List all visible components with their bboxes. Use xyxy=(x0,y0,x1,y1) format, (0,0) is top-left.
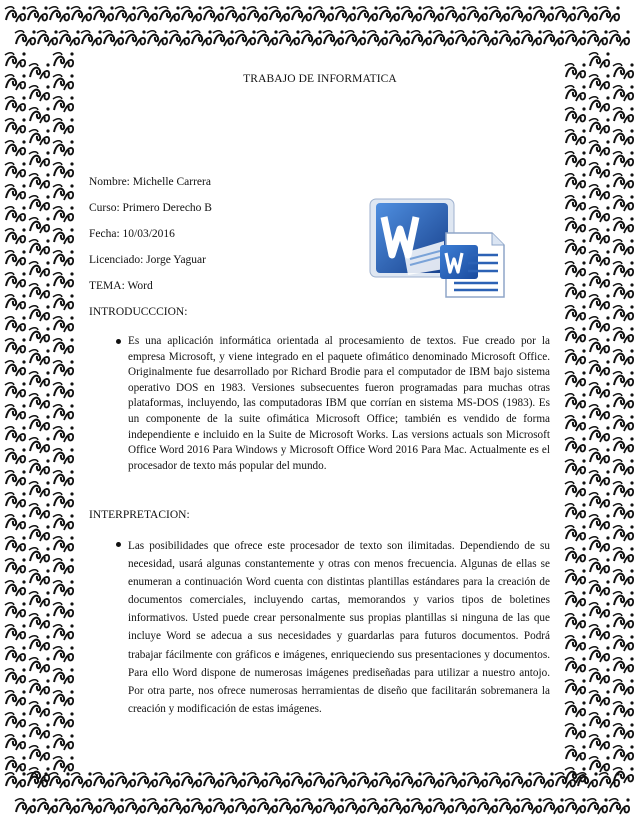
border-ornament-right xyxy=(613,415,634,431)
border-ornament-left xyxy=(5,668,26,684)
border-ornament-left xyxy=(5,338,26,354)
border-ornament-right xyxy=(613,195,634,211)
border-ornament-right xyxy=(613,701,634,717)
border-ornament-left xyxy=(5,602,26,618)
border-ornament-left xyxy=(29,745,50,761)
border-ornament-right xyxy=(613,569,634,585)
border-ornament-left xyxy=(53,250,74,266)
border-ornament-left xyxy=(53,404,74,420)
border-ornament-right xyxy=(565,283,586,299)
border-ornament-left xyxy=(29,547,50,563)
field-licenciado: Licenciado: Jorge Yaguar xyxy=(89,254,206,266)
border-ornament-left xyxy=(5,140,26,156)
border-ornament-right xyxy=(613,129,634,145)
border-ornament-right xyxy=(589,316,610,332)
border-ornament-left xyxy=(5,492,26,508)
border-ornament-right xyxy=(589,360,610,376)
border-ornament-left xyxy=(5,294,26,310)
border-ornament-left xyxy=(29,371,50,387)
document-body xyxy=(89,0,551,826)
border-ornament-right xyxy=(565,723,586,739)
border-ornament-right xyxy=(589,272,610,288)
border-ornament-right xyxy=(589,228,610,244)
border-ornament-left xyxy=(5,646,26,662)
border-ornament-right xyxy=(589,712,610,728)
border-ornament-left xyxy=(5,228,26,244)
document-title: TRABAJO DE INFORMATICA xyxy=(243,73,397,85)
border-ornament-right xyxy=(589,602,610,618)
border-ornament-top xyxy=(37,30,58,46)
border-ornament-right xyxy=(589,536,610,552)
border-ornament-left xyxy=(53,426,74,442)
border-ornament-left xyxy=(53,756,74,772)
border-ornament-right xyxy=(565,525,586,541)
border-ornament-left xyxy=(5,118,26,134)
border-ornament-right xyxy=(589,382,610,398)
border-ornament-right xyxy=(565,635,586,651)
border-ornament-left xyxy=(29,63,50,79)
border-ornament-left xyxy=(5,536,26,552)
border-ornament-right xyxy=(589,162,610,178)
border-ornament-left xyxy=(29,481,50,497)
border-ornament-left xyxy=(29,437,50,453)
border-ornament-left xyxy=(5,272,26,288)
border-ornament-left xyxy=(29,239,50,255)
border-ornament-left xyxy=(29,635,50,651)
border-ornament-right xyxy=(565,745,586,761)
border-ornament-bottom xyxy=(5,772,26,788)
border-ornament-left xyxy=(5,514,26,530)
border-ornament-left xyxy=(29,195,50,211)
border-ornament-right xyxy=(589,140,610,156)
border-ornament-left xyxy=(53,162,74,178)
border-ornament-left xyxy=(53,448,74,464)
list-item-introduccion xyxy=(128,334,550,474)
border-ornament-left xyxy=(5,74,26,90)
border-ornament-right xyxy=(589,646,610,662)
border-ornament-right xyxy=(565,459,586,475)
border-ornament-right xyxy=(565,547,586,563)
border-ornament-right xyxy=(613,547,634,563)
border-ornament-left xyxy=(53,360,74,376)
border-ornament-left xyxy=(5,52,26,68)
border-ornament-bottom xyxy=(15,798,36,814)
border-ornament-left xyxy=(29,305,50,321)
border-ornament-right xyxy=(589,74,610,90)
border-ornament-right xyxy=(613,349,634,365)
border-ornament-right xyxy=(589,404,610,420)
border-ornament-left xyxy=(5,382,26,398)
border-ornament-left xyxy=(53,558,74,574)
border-ornament-left xyxy=(53,602,74,618)
border-ornament-left xyxy=(29,393,50,409)
border-ornament-left xyxy=(5,96,26,112)
border-ornament-right xyxy=(613,657,634,673)
border-ornament-bottom xyxy=(587,798,608,814)
border-ornament-bottom xyxy=(609,798,630,814)
border-ornament-right xyxy=(565,349,586,365)
border-ornament-right xyxy=(589,668,610,684)
border-ornament-right xyxy=(589,470,610,486)
border-ornament-left xyxy=(53,536,74,552)
border-ornament-right xyxy=(613,679,634,695)
border-ornament-right xyxy=(565,195,586,211)
border-ornament-left xyxy=(29,173,50,189)
border-ornament-right xyxy=(565,129,586,145)
border-ornament-top xyxy=(587,30,608,46)
border-ornament-right xyxy=(589,756,610,772)
border-ornament-right xyxy=(565,261,586,277)
border-ornament-left xyxy=(29,657,50,673)
border-ornament-bottom xyxy=(565,798,586,814)
border-ornament-left xyxy=(53,514,74,530)
border-ornament-right xyxy=(565,701,586,717)
bullet-icon xyxy=(116,542,121,547)
border-ornament-left xyxy=(53,184,74,200)
border-ornament-right xyxy=(565,151,586,167)
border-ornament-left xyxy=(53,228,74,244)
border-ornament-right xyxy=(589,250,610,266)
border-ornament-right xyxy=(613,591,634,607)
border-ornament-left xyxy=(29,107,50,123)
border-ornament-left xyxy=(5,470,26,486)
border-ornament-left xyxy=(53,206,74,222)
border-ornament-left xyxy=(5,690,26,706)
border-ornament-right xyxy=(613,745,634,761)
border-ornament-right xyxy=(565,415,586,431)
border-ornament-top xyxy=(15,30,36,46)
border-ornament-left xyxy=(5,448,26,464)
border-ornament-right xyxy=(613,613,634,629)
border-ornament-right xyxy=(613,503,634,519)
border-ornament-right xyxy=(565,327,586,343)
border-ornament-left xyxy=(53,668,74,684)
border-ornament-right xyxy=(613,85,634,101)
border-ornament-right xyxy=(589,294,610,310)
border-ornament-right xyxy=(589,426,610,442)
border-ornament-right xyxy=(565,85,586,101)
border-ornament-right xyxy=(613,481,634,497)
border-ornament-left xyxy=(5,206,26,222)
border-ornament-left xyxy=(29,459,50,475)
border-ornament-top xyxy=(5,6,26,22)
border-ornament-right xyxy=(565,371,586,387)
border-ornament-right xyxy=(613,525,634,541)
border-ornament-left xyxy=(29,151,50,167)
border-ornament-left xyxy=(29,569,50,585)
border-ornament-right xyxy=(565,657,586,673)
border-ornament-right xyxy=(613,239,634,255)
border-ornament-left xyxy=(53,316,74,332)
border-ornament-right xyxy=(589,734,610,750)
border-ornament-left xyxy=(53,646,74,662)
border-ornament-top xyxy=(27,6,48,22)
border-ornament-right xyxy=(613,305,634,321)
paragraph-introduccion: Es una aplicación informática orientada al procesamiento de textos. Fue creado por la empresa Microsoft, y viene integrado en el paquete ofimático denominado Microsoft Office. Originalmente fue desarrollado por Richard Brodie para el computador de IBM bajo sistema operativo DOS en 1983. Versiones subsecuentes fueron programadas para muchas otras plataformas, incluyendo, las computadoras IBM que corrían en sistema MS-DOS (1983). Es un componente de la suite ofimática Microsoft Office; también es vendido de forma independiente e incluido en la Suite de Microsoft Works. Las versions actuals son Microsoft Office Word 2016 Para Windows y Microsoft Office Word 2016 Para Mac. Actualmente es el procesador de texto más popular del mundo. xyxy=(128,335,550,472)
border-ornament-right xyxy=(613,327,634,343)
border-ornament-left xyxy=(53,624,74,640)
border-ornament-right xyxy=(589,338,610,354)
border-ornament-right xyxy=(565,613,586,629)
border-ornament-right xyxy=(589,514,610,530)
border-ornament-left xyxy=(5,162,26,178)
border-ornament-left xyxy=(5,558,26,574)
field-tema: TEMA: Word xyxy=(89,280,153,292)
border-ornament-right xyxy=(565,63,586,79)
border-ornament-right xyxy=(613,393,634,409)
border-ornament-left xyxy=(53,140,74,156)
border-ornament-left xyxy=(53,118,74,134)
border-ornament-left xyxy=(53,96,74,112)
border-ornament-left xyxy=(53,272,74,288)
border-ornament-right xyxy=(613,723,634,739)
border-ornament-left xyxy=(53,492,74,508)
border-ornament-right xyxy=(565,393,586,409)
border-ornament-left xyxy=(29,525,50,541)
border-ornament-right xyxy=(613,283,634,299)
border-ornament-left xyxy=(53,294,74,310)
border-ornament-left xyxy=(29,85,50,101)
border-ornament-right xyxy=(613,107,634,123)
border-ornament-right xyxy=(565,217,586,233)
border-ornament-top xyxy=(555,6,576,22)
border-ornament-top xyxy=(565,30,586,46)
field-fecha: Fecha: 10/03/2016 xyxy=(89,228,175,240)
border-ornament-left xyxy=(53,690,74,706)
border-ornament-right xyxy=(613,261,634,277)
border-ornament-right xyxy=(613,437,634,453)
border-ornament-right xyxy=(589,52,610,68)
border-ornament-left xyxy=(29,591,50,607)
border-ornament-left xyxy=(5,404,26,420)
border-ornament-left xyxy=(5,250,26,266)
border-ornament-left xyxy=(53,470,74,486)
border-ornament-right xyxy=(589,580,610,596)
border-ornament-top xyxy=(59,30,80,46)
border-ornament-left xyxy=(53,52,74,68)
border-ornament-top xyxy=(577,6,598,22)
border-ornament-right xyxy=(589,558,610,574)
border-ornament-right xyxy=(589,624,610,640)
border-ornament-right xyxy=(589,206,610,222)
border-ornament-left xyxy=(5,712,26,728)
border-ornament-left xyxy=(5,624,26,640)
border-ornament-left xyxy=(53,74,74,90)
border-ornament-right xyxy=(613,151,634,167)
heading-introduccion: INTRODUCCCION: xyxy=(89,306,188,318)
border-ornament-right xyxy=(565,481,586,497)
border-ornament-right xyxy=(565,437,586,453)
heading-interpretacion: INTERPRETACION: xyxy=(89,509,190,521)
border-ornament-top xyxy=(49,6,70,22)
border-ornament-left xyxy=(29,217,50,233)
border-ornament-right xyxy=(589,184,610,200)
border-ornament-left xyxy=(53,382,74,398)
border-ornament-left xyxy=(29,767,50,783)
border-ornament-right xyxy=(589,448,610,464)
border-ornament-left xyxy=(29,129,50,145)
border-ornament-left xyxy=(29,349,50,365)
bullet-icon xyxy=(116,339,121,344)
border-ornament-right xyxy=(589,118,610,134)
field-nombre: Nombre: Michelle Carrera xyxy=(89,176,211,188)
border-ornament-right xyxy=(565,503,586,519)
border-ornament-left xyxy=(5,756,26,772)
border-ornament-left xyxy=(53,712,74,728)
border-ornament-top xyxy=(599,6,620,22)
border-ornament-left xyxy=(5,734,26,750)
border-ornament-left xyxy=(5,580,26,596)
border-ornament-top xyxy=(609,30,630,46)
border-ornament-left xyxy=(29,261,50,277)
border-ornament-left xyxy=(29,679,50,695)
border-ornament-right xyxy=(613,63,634,79)
list-item-interpretacion xyxy=(128,537,550,718)
border-ornament-left xyxy=(29,503,50,519)
border-ornament-left xyxy=(29,327,50,343)
border-ornament-right xyxy=(565,173,586,189)
border-ornament-right xyxy=(589,492,610,508)
border-ornament-left xyxy=(29,415,50,431)
paragraph-interpretacion: Las posibilidades que ofrece este procesador de texto son ilimitadas. Dependiendo de su necesidad, usará algunas constantemente y otras con menos frecuencia. Algunas de ellas se enumeran a continuación Word cuenta con distintas plantillas estándares para la creación de documentos comerciales, incluyendo cartas, memorandos y varios tipos de boletines informativos. Usted puede crear personalmente sus propias plantillas si ninguna de las que incluye Word se adecua a sus necesidades y guardarlas para futuros documentos. Podrá trabajar fácilmente con gráficos e imágenes, enriqueciendo sus presentaciones y documentos. Para ello Word dispone de numerosas imágenes prediseñadas para utilizar a nuestro antojo. Por otra parte, nos ofrece numerosas herramientas de diseño que facilitarán sobremanera la creación y modificación de estas imágenes. xyxy=(128,540,550,715)
border-ornament-right xyxy=(613,371,634,387)
border-ornament-right xyxy=(565,239,586,255)
border-ornament-left xyxy=(5,184,26,200)
border-ornament-bottom xyxy=(37,798,58,814)
border-ornament-left xyxy=(53,580,74,596)
border-ornament-left xyxy=(53,338,74,354)
border-ornament-right xyxy=(565,107,586,123)
border-ornament-left xyxy=(53,734,74,750)
word-logo-icon xyxy=(364,193,512,303)
border-ornament-left xyxy=(5,360,26,376)
border-ornament-left xyxy=(29,701,50,717)
border-ornament-right xyxy=(565,591,586,607)
border-ornament-left xyxy=(29,613,50,629)
border-ornament-bottom xyxy=(59,798,80,814)
border-ornament-right xyxy=(565,305,586,321)
border-ornament-right xyxy=(613,635,634,651)
border-ornament-right xyxy=(589,96,610,112)
border-ornament-right xyxy=(613,459,634,475)
border-ornament-right xyxy=(613,217,634,233)
border-ornament-left xyxy=(29,723,50,739)
border-ornament-left xyxy=(5,426,26,442)
border-ornament-right xyxy=(565,569,586,585)
border-ornament-right xyxy=(613,173,634,189)
border-ornament-left xyxy=(29,283,50,299)
border-ornament-left xyxy=(5,316,26,332)
border-ornament-right xyxy=(565,679,586,695)
field-curso: Curso: Primero Derecho B xyxy=(89,202,212,214)
border-ornament-bottom xyxy=(49,772,70,788)
border-ornament-right xyxy=(589,690,610,706)
